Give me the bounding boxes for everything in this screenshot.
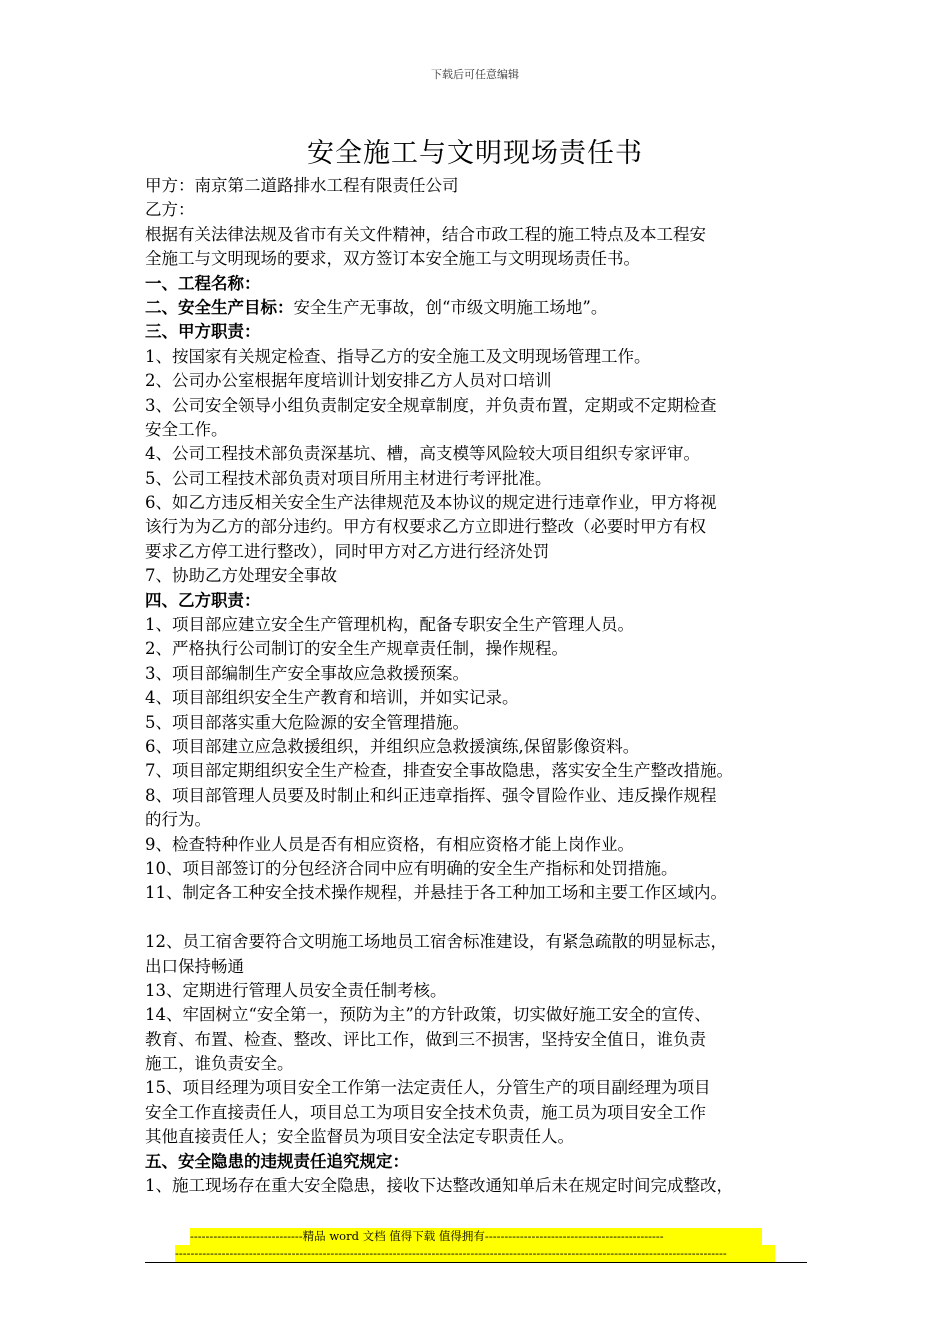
section4-list-a xyxy=(145,613,825,906)
document-body xyxy=(145,174,825,1198)
section4-line: 安全工作直接责任人，项目总工为项目安全技术负责，施工员为项目安全工作 xyxy=(145,1102,706,1122)
section4-line: 施工，谁负责安全。 xyxy=(145,1054,294,1074)
blank-line xyxy=(145,906,825,930)
footer-banner xyxy=(145,1228,807,1262)
section3-line: 5、公司工程技术部负责对项目所用主材进行考评批准。 xyxy=(145,468,552,488)
section3-line: 6、如乙方违反相关安全生产法律规范及本协议的规定进行违章作业，甲方将视 xyxy=(145,493,717,513)
section4-line: 15、项目经理为项目安全工作第一法定责任人，分管生产的项目副经理为项目 xyxy=(145,1078,711,1098)
section3-list xyxy=(145,345,825,589)
section3-line: 1、按国家有关规定检查、指导乙方的安全施工及文明现场管理工作。 xyxy=(145,346,651,366)
section3-line: 4、公司工程技术部负责深基坑、槽，高支模等风险较大项目组织专家评审。 xyxy=(145,444,700,464)
header-note: 下载后可任意编辑 xyxy=(431,68,519,81)
section4-line: 13、定期进行管理人员安全责任制考核。 xyxy=(145,980,447,1000)
section4-line: 教育、布置、检查、整改、评比工作，做到三不损害，坚持安全值日，谁负责 xyxy=(145,1029,706,1049)
section4-line: 9、检查特种作业人员是否有相应资格，有相应资格才能上岗作业。 xyxy=(145,834,634,854)
section4-line: 其他直接责任人；安全监督员为项目安全法定专职责任人。 xyxy=(145,1127,574,1147)
section4-line: 2、严格执行公司制订的安全生产规章责任制，操作规程。 xyxy=(145,639,568,659)
section4-line: 1、项目部应建立安全生产管理机构，配备专职安全生产管理人员。 xyxy=(145,615,634,635)
section2-line xyxy=(145,296,825,320)
party-b: 乙方： xyxy=(145,200,195,220)
section4-line: 的行为。 xyxy=(145,810,211,830)
section3-line: 要求乙方停工进行整改），同时甲方对乙方进行经济处罚 xyxy=(145,541,550,561)
section3-heading: 三、甲方职责： xyxy=(145,322,261,342)
section5-line: 1、施工现场存在重大安全隐患，接收下达整改通知单后未在规定时间完成整改， xyxy=(145,1176,733,1196)
section3-line: 7、协助乙方处理安全事故 xyxy=(145,566,337,586)
section5-list xyxy=(145,1174,825,1198)
section3-line: 3、公司安全领导小组负责制定安全规章制度，并负责布置，定期或不定期检查 xyxy=(145,395,717,415)
section4-line: 5、项目部落实重大危险源的安全管理措施。 xyxy=(145,712,469,732)
section4-line: 11、制定各工种安全技术操作规程，并悬挂于各工种加工场和主要工作区域内。 xyxy=(145,883,727,903)
section4-line: 4、项目部组织安全生产教育和培训，并如实记录。 xyxy=(145,688,519,708)
intro-line: 全施工与文明现场的要求，双方签订本安全施工与文明现场责任书。 xyxy=(145,249,640,269)
section4-line: 7、项目部定期组织安全生产检查，排查安全事故隐患，落实安全生产整改措施。 xyxy=(145,761,733,781)
section4-line: 6、项目部建立应急救援组织，并组织应急救援演练,保留影像资料。 xyxy=(145,736,640,756)
section3-line: 该行为为乙方的部分违约。甲方有权要求乙方立即进行整改（必要时甲方有权 xyxy=(145,517,706,537)
section4-line: 3、项目部编制生产安全事故应急救援预案。 xyxy=(145,663,469,683)
section2-heading: 二、安全生产目标： xyxy=(145,297,294,317)
section3-line: 安全工作。 xyxy=(145,419,228,439)
section4-line: 10、项目部签订的分包经济合同中应有明确的安全生产指标和处罚措施。 xyxy=(145,858,678,878)
section2-text: 安全生产无事故，创“市级文明施工场地”。 xyxy=(293,297,608,317)
document-title: 安全施工与文明现场责任书 xyxy=(307,138,643,169)
section4-line: 14、牢固树立“安全第一，预防为主”的方针政策，切实做好施工安全的宣传、 xyxy=(145,1005,711,1025)
section4-heading: 四、乙方职责： xyxy=(145,590,261,610)
section4-line: 8、项目部管理人员要及时制止和纠正违章指挥、强令冒险作业、违反操作规程 xyxy=(145,785,717,805)
party-a: 甲方：南京第二道路排水工程有限责任公司 xyxy=(145,176,459,195)
section4-list-b xyxy=(145,930,825,1150)
section5-heading: 五、安全隐患的违规责任追究规定： xyxy=(145,1151,409,1171)
section4-line: 12、员工宿舍要符合文明施工场地员工宿舍标准建设，有紧急疏散的明显标志， xyxy=(145,932,727,952)
section3-line: 2、公司办公室根据年度培训计划安排乙方人员对口培训 xyxy=(145,371,552,391)
section4-line: 出口保持畅通 xyxy=(145,956,244,976)
footer-line-2: ---------------------------------------------------------------------------------------------------------------------------------------------- xyxy=(175,1245,775,1262)
intro-line: 根据有关法律法规及省市有关文件精神，结合市政工程的施工特点及本工程安 xyxy=(145,224,706,244)
footer-line-1: -----------------------------精品 word 文档 值得下载 值得拥有---------------------------------------------- xyxy=(190,1228,762,1245)
footer-rule xyxy=(145,1262,807,1263)
section1-heading: 一、工程名称： xyxy=(145,273,261,293)
